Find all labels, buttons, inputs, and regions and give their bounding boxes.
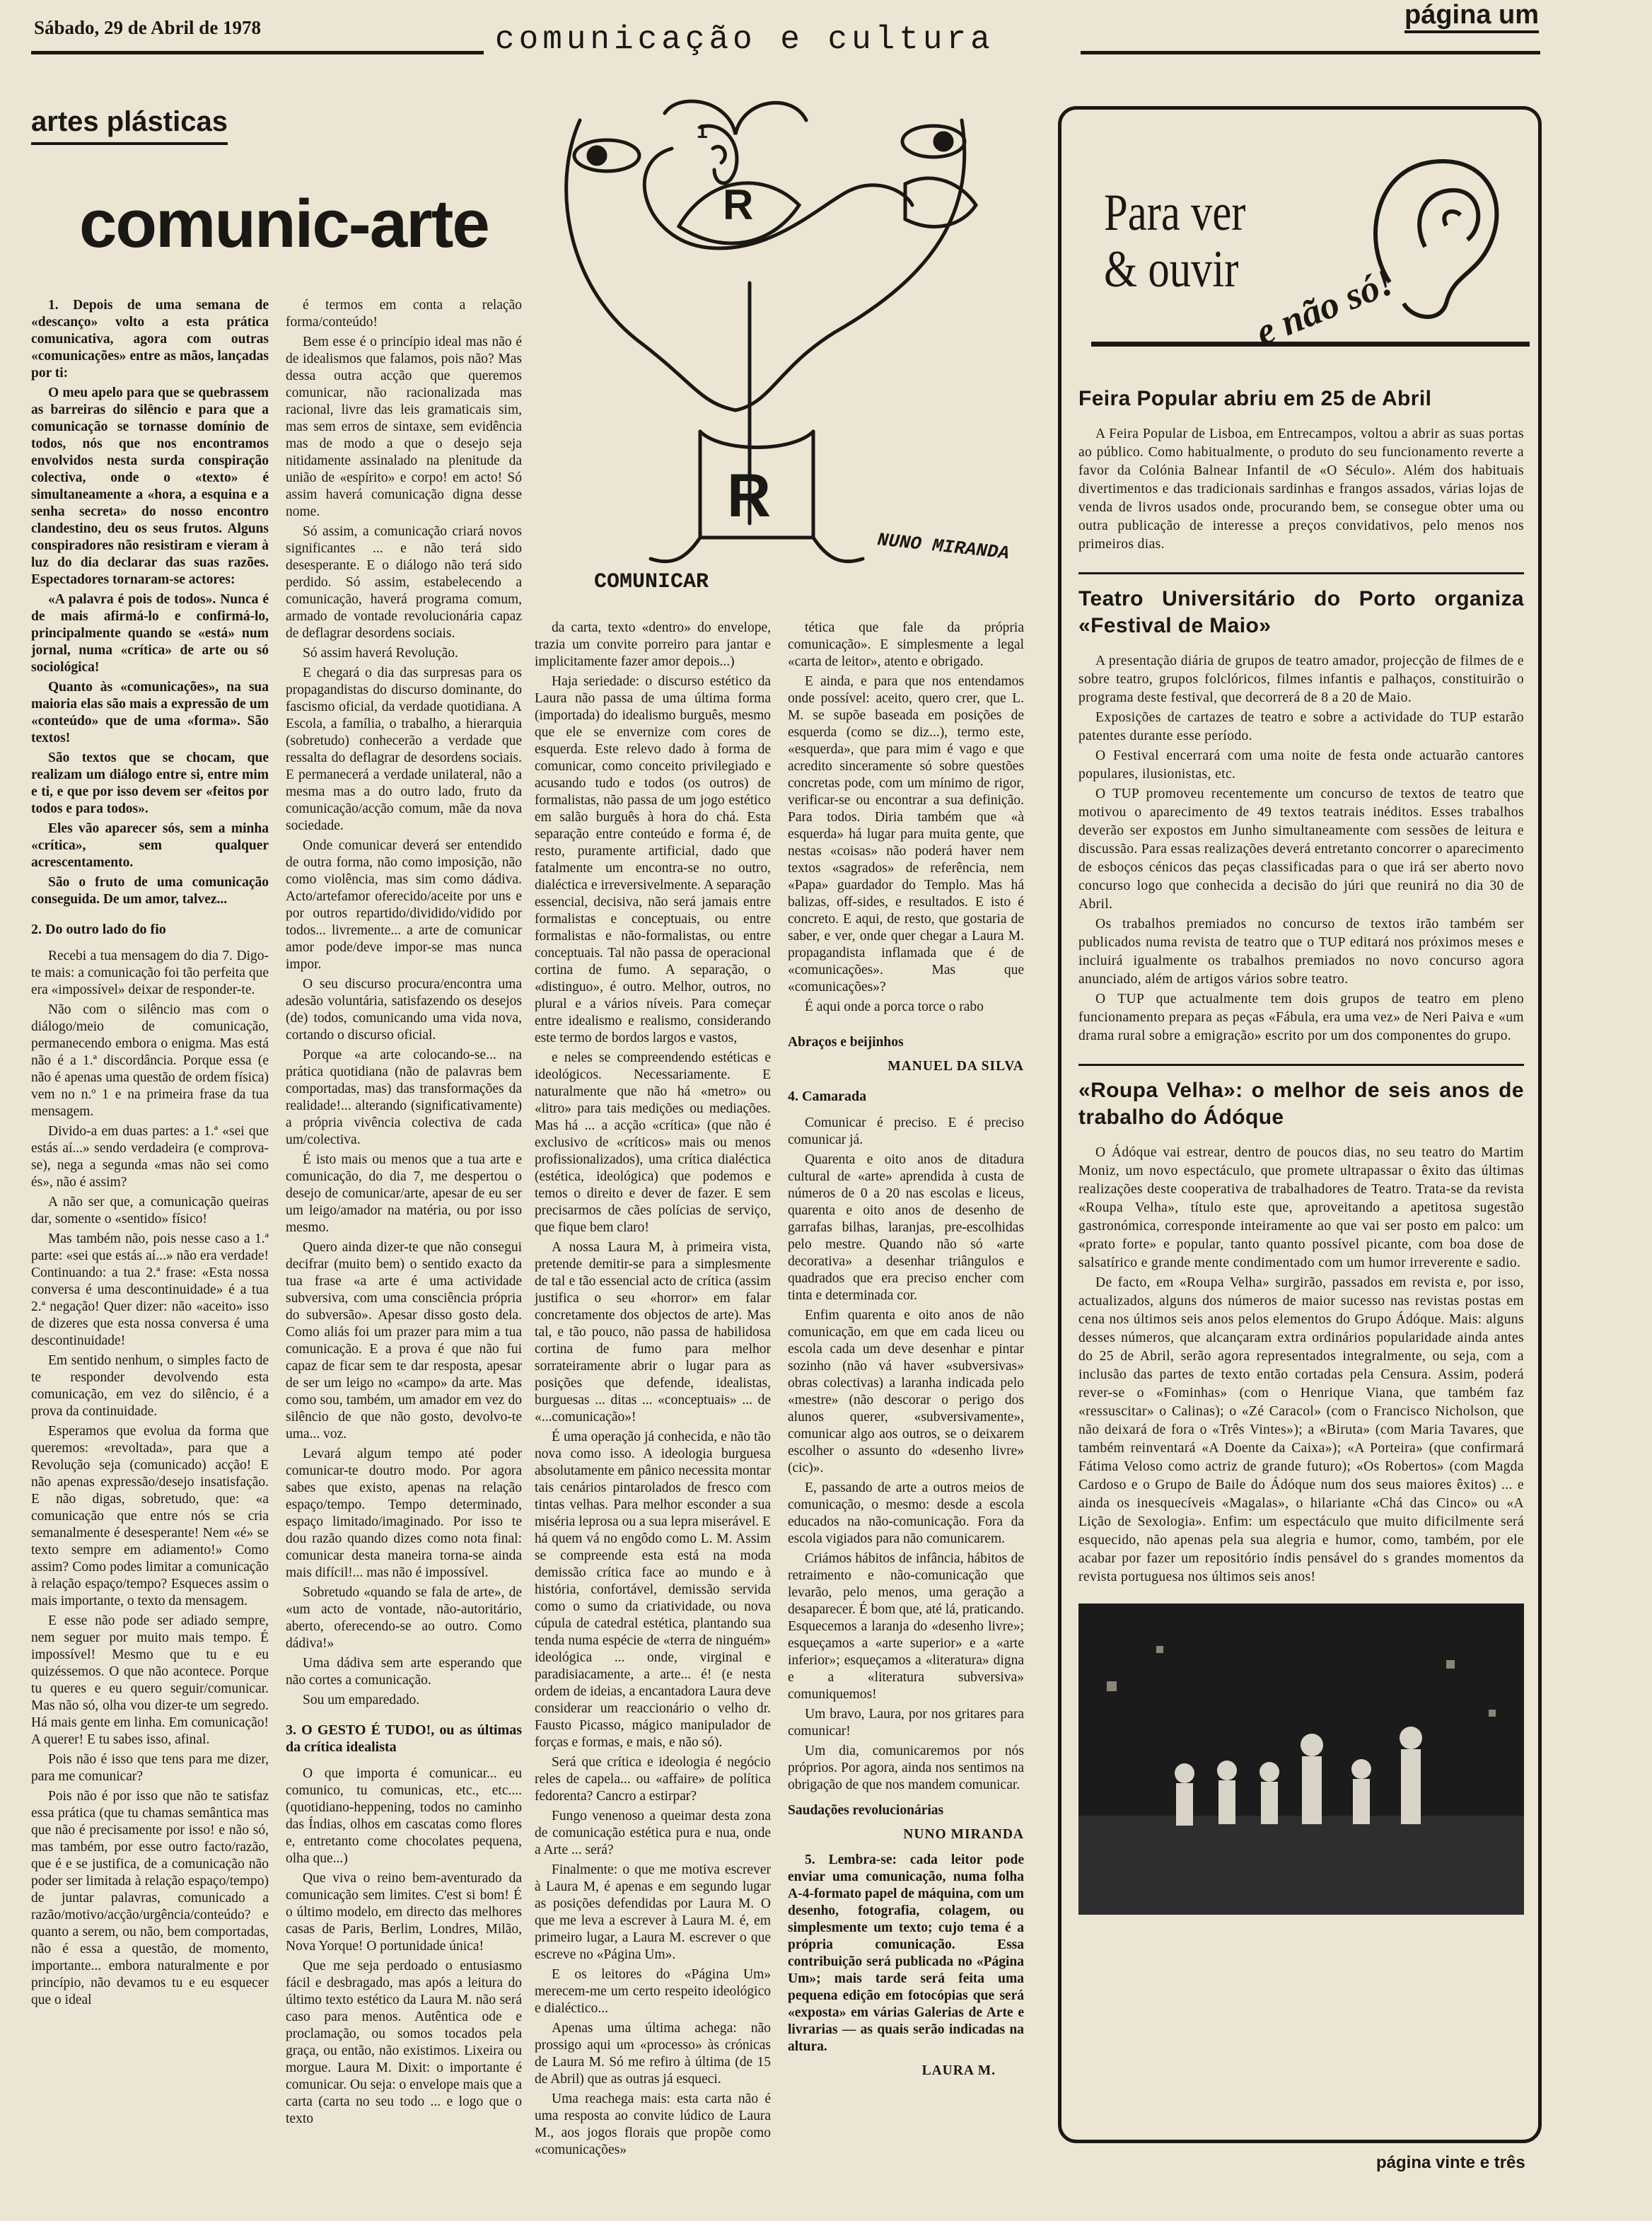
signature-2: NUNO MIRANDA: [903, 1827, 1024, 1842]
svg-text:R: R: [727, 462, 772, 530]
news-title: «Roupa Velha»: o melhor de seis anos de trabalho do Ádóque: [1078, 1079, 1524, 1129]
paragraph: Criámos hábitos de infância, hábitos de retraimento e não-comunicação que levarão, pelo menos, uma geração a desaparecer. É bom que, até lá, praticando. Esquecemos a laranja do «desenho livre»; esqueçamos a «arte superior» e a «arte inferior»; esqueçamos a «literatura» digna e a «literatura subversiva» comuniquemos!: [788, 1551, 1024, 1702]
news-paragraph: De facto, em «Roupa Velha» surgirão, passados em revista e, por isso, actualizados, alguns dos números de maior sucesso nas revistas postas em cena nos últimos seis anos pelos elementos do Grupo Ádóque. Mais: alguns desses números, que alcançaram extra ordinários popularidade ainda antes do 25 de Abril, serão agora representados integralmente, ou seja, com a inclusão das partes de texto então cortadas pela Censura. Assim, poderá rever-se o «Fominhas» (com o Henrique Viana, que também faz «ressuscitar» o Calinas); o «Zé Caracol» (com o Francisco Nicholson, que não deixará de fora o «Três Vintes»); a «Biruta» (com Maria Tavares, que também reinventará «A Doente da Caixa»); «A Porteira» (que confirmará Fátima Veloso como actriz de grande futuro); «Os Robertos» (com Magda Cardoso e o Grupo de Baile do Ádóque num dos seus maiores êxitos) ... e ainda os inesquecíveis «Magalas», o hilariante «Chá das Cinco» ou «A Lição de Sexologia». Enfim: um espectáculo que muito dificilmente será esquecido, não apenas pela sua alegria e humor, como, também, por ele acabar por fazer um repositório índis pensável do s grandes momentos da revista portuguesa nos últimos seis anos!: [1078, 1275, 1524, 1584]
issue-date: Sábado, 29 de Abril de 1978: [34, 17, 262, 38]
paragraph: Quarenta e oito anos de ditadura cultural de «arte» aprendida à custa de números de 0 a 20 nas escolas e liceus, quarenta e oito anos de desenho de garrafas bilhas, laranjas, pre-escolhidas pelo mestre. Quando não só «arte decorativa» a desenhar triângulos e quadrados que era preciso encher com tinta e determinada cor.: [788, 1152, 1024, 1303]
paragraph: E ainda, e para que nos entendamos onde possível: aceito, quero crer, que L. M. se supõe baseada em posições de esquerda (como se diz...), termo este, «esquerda», que para mim é vago e que acredito sinceramente só sobre questões concretas pode, com um mínimo de rigor, verificar-se ou encontrar a sua definição. Para todos. Diria também que «à esquerda» há lugar para muita gente, que nestas «coisas» não poderá haver nem textos «sagrados» de referência, nem «Papa» guardador do Templo. Mas há balizas, off-sides, e resultados. E isto é concreto. E aqui, de resto, que gostaria de saber, e ver, onde quer chegar a Laura M. propagandista inflamada que é de «comunicações». Mas que «comunicações»?: [788, 674, 1024, 994]
ear-icon: [1347, 141, 1517, 325]
news-paragraph: O TUP promoveu recentemente um concurso de textos de teatro que motivou o aparecimento de 49 textos teatrais inéditos. Esses trabalhos deverão ser expostos em Junho simultaneamente com sessões de leitura e discussão. Para essas realizações deverá entretanto concorrer o aparecimento de esboços cénicos das peças classificadas para o que irá ser aberto novo concurso logo que conhecida a decisão do júri que reunirá no dia 30 de Abril.: [1078, 787, 1524, 912]
header-rule-left: [31, 51, 484, 54]
paragraph: O meu apelo para que se quebrassem as barreiras do silêncio e para que a comunicação se tornasse domínio de todos, nós que nos encontramos envolvidos nesta surda conspiração colectiva, onde o «texto» é simultaneamente a «hora, a esquina e a senha secreta» do nosso encontro clandestino, deu os seus frutos. Alguns conspiradores não resistiram e vieram à luz do dia declarar das suas razões. Espectadores tornaram-se actores:: [31, 385, 269, 587]
paragraph: Quero ainda dizer-te que não consegui decifrar (muito bem) o sentido exacto da tua frase «a arte é uma actividade subversiva, com uma consciência própria do subversão». Apesar disso gosto dela. Como aliás foi um prazer para mim a tua comunicação. E a prova é que não fui capaz de ficar sem te dar resposta, apesar de ser um leigo no «campo» da arte. Mas como sou, também, um amador em vez do silêncio de que não gosto, devolvo-te uma... voz.: [286, 1240, 522, 1442]
news-paragraph: A presentação diária de grupos de teatro amador, projecção de filmes de e sobre teatro, grupos folclóricos, filmes infantis e palhaços, constituirão o programa deste festival, que decorrerá de 8 a 20 de Maio.: [1078, 654, 1524, 705]
article-column-3: [535, 620, 771, 2157]
paragraph: É aqui onde a porca torce o rabo: [805, 999, 984, 1014]
paragraph: A não ser que, a comunicação queiras dar, somente o «sentido» físico!: [31, 1195, 269, 1227]
paragraph: Apenas uma última achega: não prossigo aqui um «processo» às crónicas de Laura M. Só me refiro à última (de 15 de Abril) que as outras já esqueci.: [535, 2021, 771, 2087]
page-footer: página vinte e três: [1376, 2153, 1525, 2172]
paragraph: Porque «a arte colocando-se... na prática quotidiana (não de palavras bem comportadas, mas) das transformações da realidade!... alterando (significativamente) a própria vivência colectiva de cada um/colectiva.: [286, 1048, 522, 1147]
svg-text:1: 1: [697, 120, 708, 142]
paragraph: E os leitores do «Página Um» merecem-me um certo respeito ideológico e dialéctico...: [535, 1967, 771, 2016]
paragraph: Bem esse é o princípio ideal mas não é de idealismos que falamos, pois não? Mas dessa outra acção que queremos comunicar, não racionalizada mas racional, livre das leis gramaticais sim, mas sem erros de sintaxe, sem evidência mas de modo a que o desejo seja nitidamente assinalado na plenitude da união de «espírito» e corpo! em acto! Só assim haverá comunicação digna desse nome.: [286, 335, 522, 519]
paragraph: Um bravo, Laura, por nos gritares para comunicar!: [788, 1707, 1024, 1739]
signature-greeting-2: Saudações revolucionárias: [788, 1803, 944, 1818]
paragraph: E chegará o dia das surpresas para os propagandistas do discurso dominante, do fascismo oficial, da verdade quotidiana. A Escola, a família, o trabalho, a hierarquia (sobretudo) conhecerão a verdade que ressalta do deflagrar de desordens sociais. E permanecerá a verdade unilateral, não a mesma mas a do outro lado, fruto da comunicação/acção comum, mãe da nova sociedade.: [286, 666, 522, 833]
news-title: Feira Popular abriu em 25 de Abril: [1078, 387, 1432, 410]
paragraph: Sou um emparedado.: [303, 1693, 420, 1707]
paragraph: Pois não é isso que tens para me dizer, para me comunicar?: [31, 1752, 269, 1784]
paragraph: Só assim, a comunicação criará novos significantes ... e não terá sido desesperante. E o diálogo não terá sido perdido. Só assim, estabelecendo a comunicação, haverá programa comum, armado de vontade revolucionária capaz de deflagrar desordens sociais.: [286, 524, 522, 641]
paragraph: Só assim haverá Revolução.: [303, 646, 458, 661]
paragraph: 1. Depois de uma semana de «descanço» volto a esta prática comunicativa, agora com outras «comunicações» entre as mãos, lançadas por ti:: [31, 298, 269, 381]
logo-line-1: Para ver: [1104, 184, 1246, 242]
paragraph: Comunicar é preciso. E é preciso comunicar já.: [788, 1115, 1024, 1147]
paragraph: Pois não é por isso que não te satisfaz essa prática (que tu chamas semântica mas que não é precisamente por isso! e não só, mas também, por esse outro facto/razão, que é e se justifica, de a comunicação não poder ser limitada à relação espaço/tempo) de juntar palavras, comunicado a razão/motivo/acção/urgência/conteúdo? e quanto a serem, ou não, bem comportadas, não é essa a questão, de momento, importante... embora naturalmente e por princípio, não devamos tu e eu esquecer que o ideal: [31, 1789, 269, 2007]
paragraph: e neles se compreendendo estéticas e ideológicos. Necessariamente. E naturalmente que não há «metro» ou «litro» para tais medições ou mediações. Mas há ... a acção «crítica» (que não é exclusivo de «críticos» mais ou menos profissionalizados), uma crítica dialéctica (estética, ideológica) que podemos e temos o direito e dever de fazer. E sem precisarmos de cães polícias de serviço, que fique bem claro!: [535, 1050, 771, 1235]
paragraph: Sobretudo «quando se fala de arte», de «um acto de vontade, não-autoritário, aberto, oferecendo-se ao outro. Como dádiva!»: [286, 1585, 522, 1651]
article-column-2: [286, 297, 522, 2136]
paragraph: E, passando de arte a outros meios de comunicação, o mesmo: desde a escola educados na não-comunicação. Fora da escola vigiados para não comunicarem.: [788, 1480, 1024, 1546]
paragraph: O seu discurso procura/encontra uma adesão voluntária, satisfazendo os desejos (de) todos, comunicando uma vida nova, cortando o discurso oficial.: [286, 977, 522, 1043]
paragraph: Será que crítica e ideologia é negócio reles de capela... ou «affaire» de política fedorenta? Cancro a estirpar?: [535, 1755, 771, 1804]
article-kicker: artes plásticas: [31, 106, 228, 145]
signature-1: MANUEL DA SILVA: [888, 1059, 1024, 1074]
reader-call: 5. Lembra-se: cada leitor pode enviar uma comunicação, numa folha A-4-formato papel de máquina, com um desenho, fotografia, colagem, ou simplesmente um texto; cujo tema é a própria comunicação. Essa contribuição será publicada no «Página Um»; mais tarde será feita uma pequena edição em fotocópias que será «exposta» em várias Galerias de Arte e livrarias — as quais serão indicadas na altura.: [788, 1852, 1024, 2054]
logo-line-2: & ouvir: [1104, 240, 1239, 298]
paragraph: Quanto às «comunicações», na sua maioria elas são mais a expressão de um «conteúdo» que de uma «forma». São textos!: [31, 680, 269, 746]
paragraph: É uma operação já conhecida, e não tão nova como isso. A ideologia burguesa absolutamente em pânico necessita montar tais cenários pintarolados de fresco com tintas velhas. Para melhor esconder a sua miséria leprosa ou a sua lepra miserável. E há quem vá no engôdo como L. M. Assim se compreende esta está na moda demissão crítica face ao mundo e à história, confortável, demissão servida como o sumo da criatividade, ou nova cúpula de catedral estética, plantando sua tenda numa espécie de «terra de ninguém» ideológica ... onde, virginal e paradisiacamente, a arte... é! (e nesta ordem de ideias, a encantadora Laura deve considerar um reaccionário o velho dr. Fausto Picasso, mágico manipulador de forças e formas, e mais, e não só).: [535, 1430, 771, 1750]
paragraph: Enfim quarenta e oito anos de não comunicação, em que em cada liceu ou escola cada um deve desenhar e pintar sozinho (não vá haver «subversivas» obras colectivas) a laranha indicada pelo «mestre» (não descorar o perigo dos alunos querer, «subversivamente», comunicar algo aos outros, se o deixarem escolher o assunto do «desenho livre» (cic)».: [788, 1308, 1024, 1475]
illustration-caption: COMUNICAR: [594, 570, 709, 594]
head-contour: [566, 120, 965, 410]
header-rule-right: [1081, 51, 1540, 54]
theatre-photo: [1078, 1604, 1524, 1915]
illustration-signature: NUNO MIRANDA: [876, 529, 1011, 564]
paragraph: da carta, texto «dentro» do envelope, trazia um convite porreiro para jantar e implicitamente fazer amor depois...): [535, 620, 771, 669]
paragraph: O que importa é comunicar... eu comunico, tu comunicas, etc., etc.... (quotidiano-heppening, todos no caminho das Índias, olhos em cascatas como flores e, entretanto come chocolates pequena, olha que...): [286, 1766, 522, 1866]
news-paragraph: A Feira Popular de Lisboa, em Entrecampos, voltou a abrir as suas portas ao público. Como habitualmente, o produto do seu funcionamento reverte a favor da Colónia Balnear Infantil de «O Século». Além dos habituais divertimentos e das tradicionais sardinhas e frangos assados, várias lojas de venda de livros usados onde, procurando bem, se consegue obter uma ou outra publicação de interesse a preços convidativos, pelo menos nos primeiros dias.: [1078, 427, 1524, 552]
paragraph: Uma dádiva sem arte esperando que não cortes a comunicação.: [286, 1656, 522, 1688]
subheading-2: 2. Do outro lado do fio: [31, 922, 166, 937]
page-label: página um: [1404, 0, 1539, 33]
paragraph: Não com o silêncio mas com o diálogo/meio de comunicação, permanecendo embora o enigma. Mas está não é a 1.ª discordância. Porque essa (e não é apenas uma questão de ordem física) vem no n.º 1 e na primeira frase da tua mensagem.: [31, 1002, 269, 1119]
subheading-4: 4. Camarada: [788, 1089, 867, 1104]
signature-greeting-1: Abraços e beijinhos: [788, 1035, 904, 1050]
news-separator: [1078, 1064, 1524, 1066]
paragraph: E esse não pode ser adiado sempre, nem seguer por muito mais tempo. É impossível! Mesmo que tu e eu quizéssemos. O que não acontece. Porque tu queres e eu quero seguir/comunicar. Mas não só, olha vou dizer-te um segredo. Há mais gente em linha. Em comunicação! A querer! E tu sabes isso, afinal.: [31, 1613, 269, 1747]
news-separator: [1078, 572, 1524, 574]
signature-3: LAURA M.: [921, 2063, 996, 2078]
paragraph: Haja seriedade: o discurso estético da Laura não passa de uma última forma (importada) do idealismo burguês, mesmo que ele se envernize com cores de esquerda. Este relevo dado à forma de comunicar, como conceito privilegiado e acusando tudo e todos (os outros) de formalistas, não passa de um jogo estético em salão burguês à hora do chá. Esta separação entre conteúdo e forma é, de resto, puramente artificial, dado que fatalmente um encontra-se no outro, dialéctica e irreversivelmente. A separação essencial, decisiva, não será jamais entre formalistas e conceptuais, ou entre formalistas e não-formalistas, ou entre conceptuais. Tal não passa de operacional cortina de fumo. A separação, o «distinguo», é outro. Melhor, outros, no plural e a vários níveis. Para começar entre idealismo e realismo, considerando este termo de bordos largos e vastos,: [535, 674, 771, 1045]
paragraph: Divido-a em duas partes: a 1.ª «sei que estás aí...» sendo verdadeira (e comprova-se), nega a segunda «mas não sei como és», não é assim?: [31, 1124, 269, 1190]
paragraph: Onde comunicar deverá ser entendido de outra forma, não como imposição, não como violência, mas sim como dádiva. Acto/artefamor oferecido/aceite por uns e por outros repartido/dividido/vidido por todos... livremente... a arte de comunicar amor pode/deve impor-se mas nunca impor.: [286, 838, 522, 972]
paragraph: É isto mais ou menos que a tua arte e comunicação, do dia 7, me despertou o desejo de comunicar/arte, apesar de eu ser um leigo/amador na matéria, ou por isso mesmo.: [286, 1152, 522, 1235]
paragraph: Em sentido nenhum, o simples facto de te responder devolvendo esta comunicação, em vez do silêncio, é a prova da continuidade.: [31, 1353, 269, 1419]
paragraph: Uma reachega mais: esta carta não é uma resposta ao convite lúdico de Laura M., aos jogos florais que propõe como «comunicações»: [535, 2092, 771, 2157]
paragraph: Eles vão aparecer sós, sem a minha «crítica», sem qualquer acrescentamento.: [31, 821, 269, 870]
paragraph: São textos que se chocam, que realizam um diálogo entre si, entre mim e ti, e que por isso devem ser «feitos por todos e para todos».: [31, 750, 269, 816]
paragraph: Que viva o reino bem-aventurado da comunicação sem limites. C'est si bom! É o último modelo, em directo das melhores casas de Paris, Berlim, Londres, Milão, Nova Yorque! O portunidade única!: [286, 1871, 522, 1954]
news-title: Teatro Universitário do Porto organiza «Festival de Maio»: [1078, 587, 1524, 637]
logo-rule: [1091, 342, 1530, 347]
subheading-3: 3. O GESTO É TUDO!, ou as últimas da crítica idealista: [286, 1722, 522, 1755]
paragraph: tética que fale da própria comunicação». E simplesmente a legal «carta de leitor», atento e obrigado.: [788, 620, 1024, 669]
mouth-shape: [905, 178, 976, 226]
article-column-1: [31, 297, 269, 2136]
paragraph: Esperamos que evolua da forma que queremos: «revoltada», para que a Revolução seja (comunicado) acção! E não apenas expressão/desejo insatisfação. E não digas, sobretudo, que: «a comunicação que entre nós se cria semanalmente é desesperante! Nem «é» se texto sempre em adiamento!» Como assim? Como podes limitar a comunicação à relação espaço/tempo? Esqueces assim o mais importante, o texto da mensagem.: [31, 1424, 269, 1608]
sidebar-box: [1058, 106, 1542, 2143]
news-paragraph: Os trabalhos premiados no concurso de textos irão também ser publicados numa revista de teatro que o TUP editará nos próximos meses e incluirá igualmente os trabalhos premiados no novo concurso agora anunciado, além de artigos vários sobre teatro.: [1078, 917, 1524, 987]
news-paragraph: Exposições de cartazes de teatro e sobre a actividade do TUP estarão patentes durante esse período.: [1078, 710, 1524, 743]
article-headline: comunic-arte: [79, 186, 489, 262]
news-paragraph: O Festival encerrará com uma noite de festa onde actuarão cantores populares, ilusionistas, etc.: [1078, 748, 1524, 782]
paragraph: Recebi a tua mensagem do dia 7. Digo-te mais: a comunicação foi tão perfeita que era «impossível» deixar de responder-te.: [31, 949, 269, 997]
news-paragraph: O Ádóque vai estrear, dentro de poucos dias, no seu teatro do Martim Moniz, um novo espectáculo, que promete ultrapassar o êxito das últimas realizações deste cooperativa de trabalhadores de Teatro. Trata-se da revista «Roupa Velha», título este que, aproveitando a apetitosa sugestão gastronómica, corresponde inteiramente ao que vai ser posto em palco: um «prato forte» e popular, tanto quanto possível picante, com boa dose de salsatírico e grande mente condimentado com um humor irreverente e sadio.: [1078, 1145, 1524, 1270]
paragraph: Mas também não, pois nesse caso a 1.ª parte: «sei que estás aí...» não era verdade! Continuando: a tua 2.ª frase: «Esta nossa conversa é uma descontinuidade» é a tua 2.ª negação! Quer dizer: não «aceito» isso de dizeres que esta nossa conversa é uma descontinuidade!: [31, 1231, 269, 1348]
paragraph: São o fruto de uma comunicação conseguida. De um amor, talvez...: [31, 875, 269, 907]
paragraph: «A palavra é pois de todos». Nunca é de mais afirmá-lo e confirmá-lo, principalmente quando se «está» num jornal, numa «crítica» de arte ou só sociológica!: [31, 592, 269, 675]
article-column-4: [788, 620, 1024, 2140]
sidebar-news: [1078, 385, 1524, 1915]
logo-line-3: e não só!: [1250, 260, 1400, 354]
section-title: comunicação e cultura: [495, 21, 994, 58]
svg-text:R: R: [723, 181, 754, 228]
paragraph: Levará algum tempo até poder comunicar-te doutro modo. Por agora sabes que existo, apenas na relação espaço/tempo. Tempo determinado, espaço limitado/imaginado. Por isso te dou razão quando dizes como nota final: comunicar desta maneira torna-se ainda mais difícil!... mas não é impossível.: [286, 1446, 522, 1580]
para-ver-logo: [1078, 134, 1524, 374]
comunicar-illustration: [537, 99, 1032, 615]
paragraph: Finalmente: o que me motiva escrever à Laura M, é apenas e em segundo lugar as posições defendidas por Laura M. O que me leva a escrever à Laura M. é, em primeiro lugar, a Laura M. escrever o que escreve no «Página Um».: [535, 1862, 771, 1962]
paragraph: Que me seja perdoado o entusiasmo fácil e desbragado, mas após a leitura do último texto estético da Laura M. não será caso para menos. Autêntica ode e proclamação, ou somos tocados pela graça, ou então, não existimos. Lixeira ou morgue. Laura M. Dixit: o importante é comunicar. Ou seja: o envelope mais que a carta (carta no seu todo ... e logo que o texto: [286, 1959, 522, 2126]
news-paragraph: O TUP que actualmente tem dois grupos de teatro em pleno funcionamento prepara as peças «Fábula, era uma vez» de Neri Paiva e «um drama rural sobre a emigração» escrito por um dos componentes do grupo.: [1078, 992, 1524, 1043]
paragraph: Um dia, comunicaremos por nós próprios. Por agora, ainda nos sentimos na obrigação de que nos mandem comunicar.: [788, 1744, 1024, 1792]
paragraph: A nossa Laura M, à primeira vista, pretende demitir-se para a simplesmente de tal e tão essencial acto de crítica (assim justifica o seu «horror» em falar concretamente dos objectos de arte). Mas tal, e tão pouco, não passa de habilidosa cortina de fumo para melhor sorrateiramente abrir o lugar para as posições que defende, idealistas, burguesas ... ditas ... «conceptuais» ... de «...comunicação»!: [535, 1240, 771, 1425]
paragraph: é termos em conta a relação forma/conteúdo!: [286, 298, 522, 330]
paragraph: Fungo venenoso a queimar desta zona de comunicação estética pura e nua, onde a Arte ... será?: [535, 1809, 771, 1857]
